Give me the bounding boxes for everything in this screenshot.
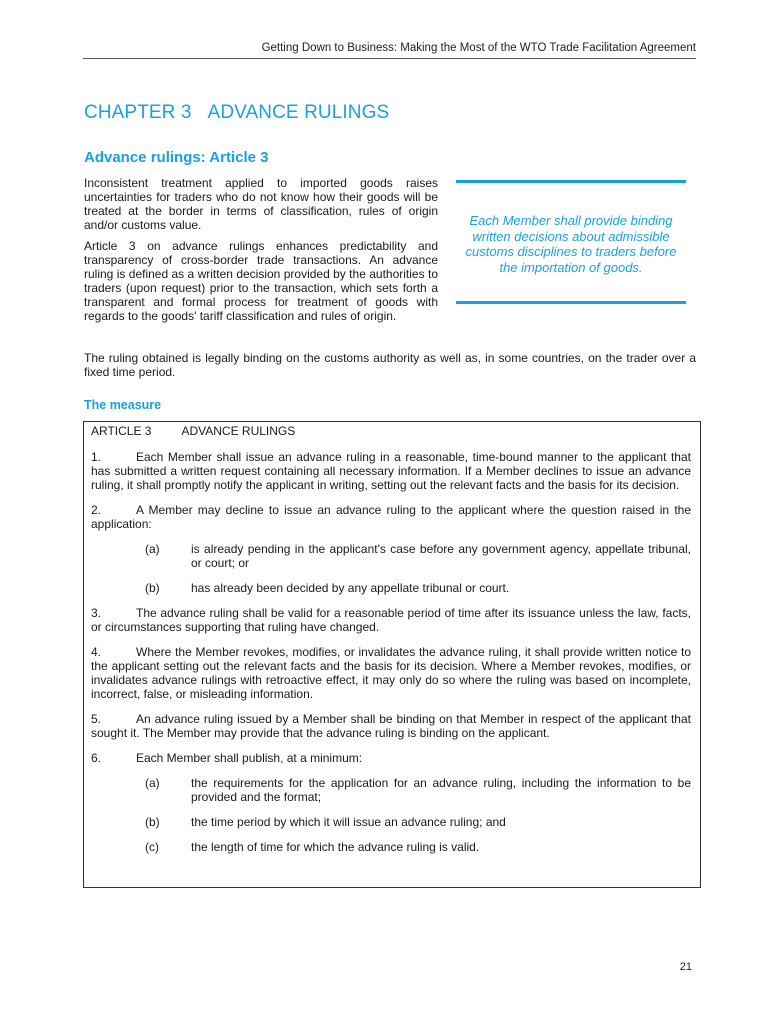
measure-heading: The measure [84,398,162,412]
header-rule [83,58,696,59]
article-title: ADVANCE RULINGS [181,424,296,438]
article-item-6b [91,815,691,829]
page-number: 21 [679,961,692,973]
article-label: ARTICLE 3 [91,424,152,438]
item-text: has already been decided by any appellate tribunal or court. [191,581,510,595]
callout-top-rule [456,180,686,183]
article-paragraph-2 [91,503,691,531]
article-item-6c [91,840,691,854]
paragraph-text: Each Member shall publish, at a minimum: [136,751,363,765]
paragraph-number: 3. [91,606,102,620]
item-label: (a) [145,776,160,790]
article-paragraph-4 [91,645,691,701]
intro-paragraph-3: The ruling obtained is legally binding on the customs authority as well as, in some countries, on the trader over a fixed time period. [84,351,696,379]
item-label: (b) [145,581,160,595]
paragraph-number: 1. [91,450,102,464]
paragraph-text: A Member may decline to issue an advance ruling to the applicant where the question raised in the application: [91,503,691,531]
article-paragraph-5 [91,712,691,740]
callout-bottom-rule [456,301,686,304]
chapter-number: CHAPTER 3 [84,102,192,123]
paragraph-number: 6. [91,751,102,765]
item-label: (c) [145,840,159,854]
article-paragraph-6 [91,751,691,765]
intro-paragraph-1: Inconsistent treatment applied to imported goods raises uncertainties for traders who do not know how their goods will be treated at the border in terms of classification, rules of origin and/or customs value. [84,176,438,232]
item-label: (a) [145,542,160,556]
paragraph-text: The advance ruling shall be valid for a reasonable period of time after its issuance unless the law, facts, or circumstances supporting that ruling have changed. [91,606,691,634]
item-text: is already pending in the applicant's case before any government agency, appellate tribunal, or court; or [191,542,691,570]
chapter-name: ADVANCE RULINGS [207,102,390,123]
article-paragraph-3 [91,606,691,634]
paragraph-text: Where the Member revokes, modifies, or invalidates the advance ruling, it shall provide written notice to the applicant setting out the relevant facts and the basis for its decision. Where a Member revokes, modifies, or invalidates advance rulings with retroactive effect, it may only do so where the ruling was based on incomplete, incorrect, false, or misleading information. [91,645,691,701]
chapter-title [84,102,389,124]
article-text-box [83,421,701,888]
section-title: Advance rulings: Article 3 [84,149,269,166]
paragraph-text: An advance ruling issued by a Member shall be binding on that Member in respect of the applicant that sought it. The Member may provide that the advance ruling is binding on the applicant. [91,712,691,740]
article-item-2b [91,581,691,595]
paragraph-text: Each Member shall issue an advance ruling in a reasonable, time-bound manner to the applicant that has submitted a written request containing all necessary information. If a Member declines to issue an advance ruling, it shall promptly notify the applicant in writing, setting out the relevant facts and the basis for its decision. [91,450,691,492]
paragraph-number: 2. [91,503,102,517]
intro-paragraph-2: Article 3 on advance rulings enhances predictability and transparency of cross-border trade transactions. An advance ruling is defined as a written decision provided by the authorities to traders (upon request) prior to the transaction, which sets forth a transparent and formal process for treatment of goods with regards to the goods' tariff classification and rules of origin. [84,239,438,323]
item-label: (b) [145,815,160,829]
article-heading [91,424,691,438]
article-item-6a [91,776,691,804]
callout-quote: Each Member shall provide binding written decisions about admissible customs disciplines to traders before the importation of goods. [465,213,677,275]
item-text: the length of time for which the advance ruling is valid. [191,840,480,854]
article-paragraph-1 [91,450,691,492]
item-text: the requirements for the application for an advance ruling, including the information to be provided and the format; [191,776,691,804]
running-header: Getting Down to Business: Making the Most of the WTO Trade Facilitation Agreement [261,42,696,54]
paragraph-number: 5. [91,712,102,726]
paragraph-number: 4. [91,645,102,659]
intro-column [84,176,438,330]
article-item-2a [91,542,691,570]
item-text: the time period by which it will issue an advance ruling; and [191,815,506,829]
